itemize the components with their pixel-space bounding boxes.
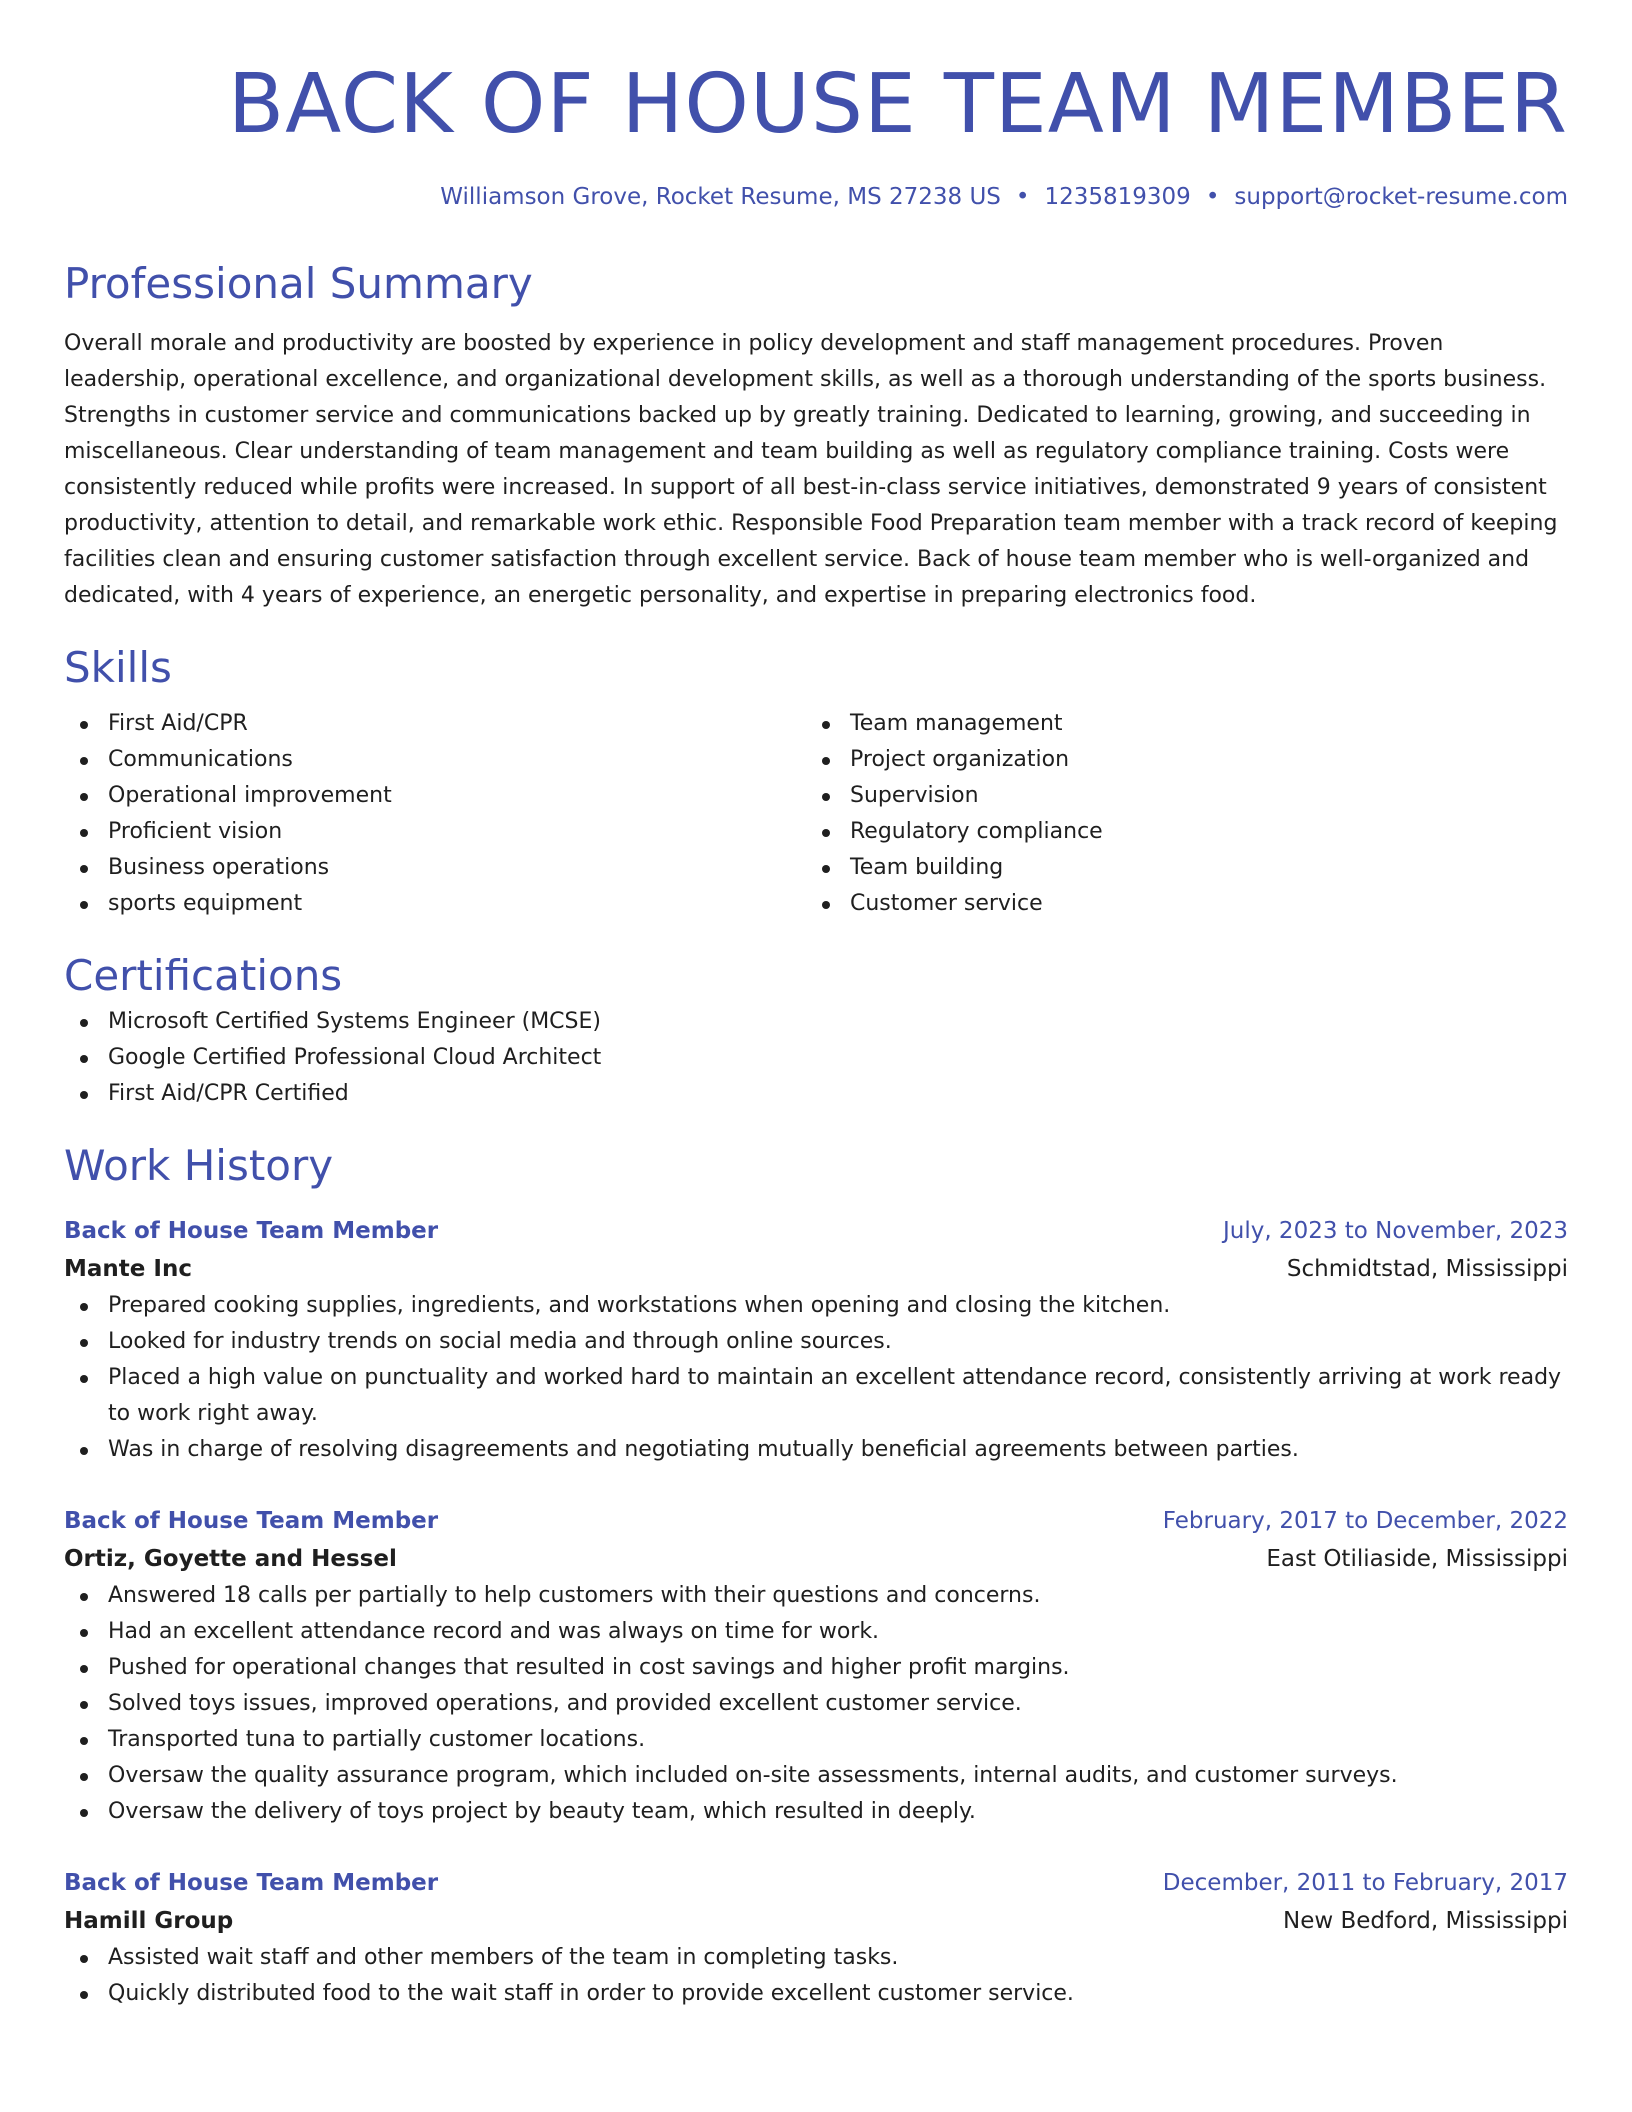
work-history-heading: Work History	[64, 1141, 334, 1190]
skill-item: Business operations	[64, 850, 806, 886]
job-bullet: Was in charge of resolving disagreements and negotiating mutually beneficial agreements between parties.	[64, 1432, 1568, 1468]
job-title: Back of House Team Member	[64, 1870, 439, 1896]
skill-item: Regulatory compliance	[806, 814, 1548, 850]
contact-separator: •	[1205, 184, 1220, 210]
contact-separator: •	[1015, 184, 1030, 210]
resume-name: BACK OF HOUSE TEAM MEMBER	[227, 57, 1568, 152]
skill-item: Team building	[806, 850, 1548, 886]
job-location: Schmidtstad, Mississippi	[1286, 1256, 1568, 1282]
job-bullet: Oversaw the delivery of toys project by beauty team, which resulted in deeply.	[64, 1794, 1568, 1830]
summary-text: Overall morale and productivity are boosted by experience in policy development and staff management procedures. Proven leadership, operational excellence, and organizational development skills, as well as a thorough understanding of the sports business. Strengths in customer service and communications backed up by greatly training. Dedicated to learning, growing, and succeeding in miscellaneous. Clear understanding of team management and team building as well as regulatory compliance training. Costs were consistently reduced while profits were increased. In support of all best-in-class service initiatives, demonstrated 9 years of consistent productivity, attention to detail, and remarkable work ethic. Responsible Food Preparation team member with a track record of keeping facilities clean and ensuring customer satisfaction through excellent service. Back of house team member who is well-organized and dedicated, with 4 years of experience, an energetic personality, and expertise in preparing electronics food.	[64, 331, 1558, 608]
job-title: Back of House Team Member	[64, 1218, 439, 1244]
skills-grid	[64, 706, 1568, 922]
job-bullet: Oversaw the quality assurance program, which included on-site assessments, internal audits, and customer surveys.	[64, 1758, 1568, 1794]
job-bullet: Solved toys issues, improved operations, and provided excellent customer service.	[64, 1686, 1568, 1722]
skills-section	[64, 640, 1568, 922]
skill-item: Project organization	[806, 742, 1548, 778]
skill-item: Operational improvement	[64, 778, 806, 814]
certifications-list	[64, 1004, 1568, 1112]
job-bullet: Quickly distributed food to the wait staff in order to provide excellent customer service.	[64, 1976, 1568, 2012]
job-bullets	[64, 1288, 1568, 1468]
job-bullet: Assisted wait staff and other members of the team in completing tasks.	[64, 1940, 1568, 1976]
job-bullet: Pushed for operational changes that resulted in cost savings and higher profit margins.	[64, 1650, 1568, 1686]
skill-item: Team management	[806, 706, 1548, 742]
skills-heading: Skills	[64, 643, 172, 692]
job-dates: February, 2017 to December, 2022	[1162, 1508, 1568, 1534]
job-entry	[64, 1212, 1568, 1468]
skill-item: Proficient vision	[64, 814, 806, 850]
skill-item: First Aid/CPR	[64, 706, 806, 742]
job-bullets	[64, 1940, 1568, 2012]
job-dates: July, 2023 to November, 2023	[1222, 1218, 1568, 1244]
skill-item: Customer service	[806, 886, 1548, 922]
work-history-section	[64, 1138, 1568, 2012]
skills-column-right	[806, 706, 1548, 922]
certification-item: First Aid/CPR Certified	[64, 1076, 1568, 1112]
job-bullet: Had an excellent attendance record and was always on time for work.	[64, 1614, 1568, 1650]
certification-item: Microsoft Certified Systems Engineer (MCSE)	[64, 1004, 1568, 1040]
contact-phone: 1235819309	[1044, 184, 1191, 210]
job-bullet: Looked for industry trends on social media and through online sources.	[64, 1324, 1568, 1360]
summary-heading: Professional Summary	[64, 259, 533, 308]
skill-item: Supervision	[806, 778, 1548, 814]
job-title: Back of House Team Member	[64, 1508, 439, 1534]
job-bullet: Placed a high value on punctuality and worked hard to maintain an excellent attendance record, consistently arriving at work ready to work right away.	[64, 1360, 1568, 1432]
job-bullets	[64, 1578, 1568, 1830]
job-bullet: Transported tuna to partially customer locations.	[64, 1722, 1568, 1758]
skills-column-left	[64, 706, 806, 922]
contact-line	[64, 180, 1568, 214]
job-entry	[64, 1502, 1568, 1830]
job-location: New Bedford, Mississippi	[1283, 1908, 1568, 1934]
job-company: Hamill Group	[64, 1908, 234, 1934]
certification-item: Google Certified Professional Cloud Architect	[64, 1040, 1568, 1076]
summary-section	[64, 256, 1568, 614]
skill-item: sports equipment	[64, 886, 806, 922]
skill-item: Communications	[64, 742, 806, 778]
certifications-section	[64, 948, 1568, 1112]
job-company: Mante Inc	[64, 1256, 192, 1282]
job-company: Ortiz, Goyette and Hessel	[64, 1546, 397, 1572]
certifications-heading: Certifications	[64, 951, 343, 1000]
contact-address: Williamson Grove, Rocket Resume, MS 27238 US	[440, 184, 1001, 210]
job-location: East Otiliaside, Mississippi	[1266, 1546, 1568, 1572]
job-entry	[64, 1864, 1568, 2012]
job-dates: December, 2011 to February, 2017	[1162, 1870, 1568, 1896]
job-bullet: Answered 18 calls per partially to help customers with their questions and concerns.	[64, 1578, 1568, 1614]
contact-email: support@rocket-resume.com	[1234, 184, 1568, 210]
job-bullet: Prepared cooking supplies, ingredients, and workstations when opening and closing the kitchen.	[64, 1288, 1568, 1324]
